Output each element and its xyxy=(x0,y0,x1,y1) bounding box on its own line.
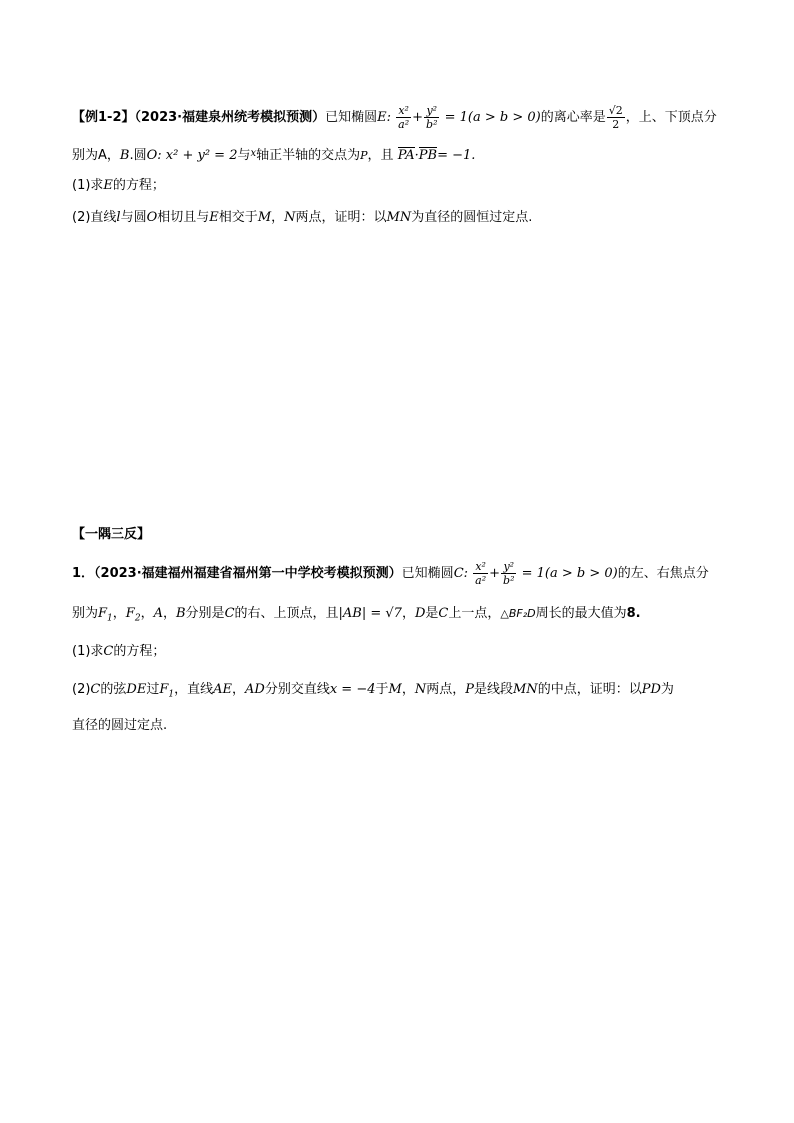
var-m: M xyxy=(388,682,402,697)
text-segment: 轴正半轴的交点为 xyxy=(256,148,361,163)
var-mn: MN xyxy=(513,682,538,697)
circle-equation: O: x² + y² = 2 xyxy=(146,148,238,163)
text-segment: ， xyxy=(232,682,246,697)
var-n: N xyxy=(414,682,427,697)
ellipse-label: C: xyxy=(453,566,469,581)
dot-product-value: = −1. xyxy=(437,148,476,163)
practice-line-1: 1．（2023·福建福州福建省福州第一中学校考模拟预测）已知椭圆C: $\frac{\text{x²}}{\text{a²}}$ + $\frac{\text{y²}}{\text{b²}}$ = 1(a > b > 0)的左、右焦点分 xyxy=(72,560,709,587)
var-x: x xyxy=(250,148,257,159)
problem-number: 1． xyxy=(72,566,95,581)
practice-line-2 xyxy=(72,604,722,629)
dot-product: PA·PB xyxy=(398,148,437,163)
example-question-1 xyxy=(72,176,722,196)
ecc-after: ，上、下顶点分 xyxy=(625,110,717,125)
text-segment: 别为 xyxy=(72,606,99,621)
example-intro: 已知椭圆 xyxy=(325,110,378,125)
text-segment: 为 xyxy=(660,682,674,697)
text-segment: (1)求 xyxy=(72,178,104,193)
ellipse-condition: = 1(a > b > 0) xyxy=(444,110,541,125)
var-pd: PD xyxy=(641,682,661,697)
text-segment: 别为A， xyxy=(72,148,120,163)
var-ae: AE xyxy=(213,682,232,697)
text-segment: 上一点， xyxy=(448,606,501,621)
max-value: 8. xyxy=(626,606,641,621)
text-segment: 是 xyxy=(425,606,439,621)
var-c: C xyxy=(90,682,101,697)
text-segment: 是线段 xyxy=(473,682,513,697)
practice-question-2-cont: 直径的圆过定点. xyxy=(72,718,168,733)
text-segment: ， xyxy=(112,606,126,621)
triangle-bf2d: △BF₂D xyxy=(500,607,536,620)
text-segment: 相交于 xyxy=(218,210,258,225)
text-segment: 的弦 xyxy=(100,682,127,697)
text-segment: 相切且与 xyxy=(157,210,210,225)
text-segment: ， xyxy=(140,606,154,621)
fraction-y2-b2: $\frac{\text{y²}}{\text{b²}}$ xyxy=(503,560,515,587)
practice-source: （2023·福建福州福建省福州第一中学校考模拟预测） xyxy=(94,566,402,581)
practice-question-2 xyxy=(72,680,722,705)
text-segment: 与圆 xyxy=(120,210,147,225)
text-segment: 两点，证明：以 xyxy=(295,210,387,225)
text-segment: 的左、右焦点分 xyxy=(617,566,709,581)
var-p: P xyxy=(360,149,368,162)
ellipse-condition: = 1(a > b > 0) xyxy=(521,566,618,581)
ellipse-label: E: xyxy=(377,110,392,125)
line-equation: x = −4 xyxy=(329,682,376,697)
var-e: E xyxy=(209,210,219,225)
var-de: DE xyxy=(126,682,147,697)
text-segment: ， xyxy=(401,606,415,621)
fraction-x2-a2: $\frac{\text{x²}}{\text{a²}}$ xyxy=(398,104,410,131)
var-c: C xyxy=(224,606,235,621)
fraction-y2-b2: $\frac{\text{y²}}{\text{b²}}$ xyxy=(426,104,438,131)
var-a: A xyxy=(153,606,163,621)
text-segment: 于 xyxy=(375,682,389,697)
var-c: C xyxy=(103,644,114,659)
text-segment: 的右、上顶点，且 xyxy=(234,606,339,621)
text-segment: ，且 xyxy=(367,148,394,163)
text-segment: (1)求 xyxy=(72,644,104,659)
fraction-sqrt2-2: $\frac{√2}{2}$ xyxy=(608,104,623,131)
text-segment: 分别交直线 xyxy=(264,682,330,697)
example-line-2 xyxy=(72,144,722,166)
var-e: E xyxy=(103,178,113,193)
var-f1: $F_1$ xyxy=(98,606,113,624)
ab-length: |AB| = √7 xyxy=(338,606,402,621)
text-segment: 周长的最大值为 xyxy=(535,606,627,621)
text-segment: ，直线 xyxy=(174,682,214,697)
var-f1: $F_1$ xyxy=(159,682,175,700)
text-segment: ， xyxy=(162,606,176,621)
var-b: B xyxy=(119,148,130,163)
text-segment: 分别是 xyxy=(185,606,225,621)
practice-question-1 xyxy=(72,642,722,662)
fraction-x2-a2: $\frac{\text{x²}}{\text{a²}}$ xyxy=(475,560,487,587)
var-o: O xyxy=(146,210,158,225)
text-segment: 两点， xyxy=(426,682,466,697)
var-b: B xyxy=(175,606,186,621)
text-segment: 与 xyxy=(237,148,251,163)
text-segment: 为直径的圆恒过定点. xyxy=(411,210,533,225)
practice-header: 【一隅三反】 xyxy=(72,527,151,542)
text-segment: (2)直线 xyxy=(72,210,117,225)
text-segment: 已知椭圆 xyxy=(401,566,454,581)
var-mn: MN xyxy=(386,210,412,225)
example-source: （2023·福建泉州统考模拟预测） xyxy=(134,110,326,125)
var-n: N xyxy=(284,210,296,225)
example-line-1: 【例1-2】（2023·福建泉州统考模拟预测）已知椭圆E: $\frac{\text{x²}}{\text{a²}}$ + $\frac{\text{y²}}{\text{b²}}$ = 1(a > b > 0)的离心率是 $\frac{√2}{2}$ ，上、下顶点分 xyxy=(72,104,717,131)
text-segment: 过 xyxy=(146,682,160,697)
text-segment: (2) xyxy=(72,682,91,697)
var-l: l xyxy=(116,210,121,225)
text-segment: 的中点，证明：以 xyxy=(537,682,642,697)
example-tag: 【例1-2】 xyxy=(72,110,135,125)
text-segment: 的方程； xyxy=(112,178,165,193)
var-m: M xyxy=(257,210,272,225)
var-f2: $F_2$ xyxy=(125,606,141,624)
text-segment: 的方程； xyxy=(113,644,166,659)
example-question-2 xyxy=(72,208,722,228)
var-d: D xyxy=(414,606,426,621)
text-segment: .圆 xyxy=(129,148,147,163)
var-p: P xyxy=(465,682,474,697)
var-c: C xyxy=(438,606,449,621)
var-ad: AD xyxy=(245,682,265,697)
text-segment: ， xyxy=(271,210,285,225)
text-segment: ， xyxy=(401,682,415,697)
ecc-text: 的离心率是 xyxy=(540,110,606,125)
